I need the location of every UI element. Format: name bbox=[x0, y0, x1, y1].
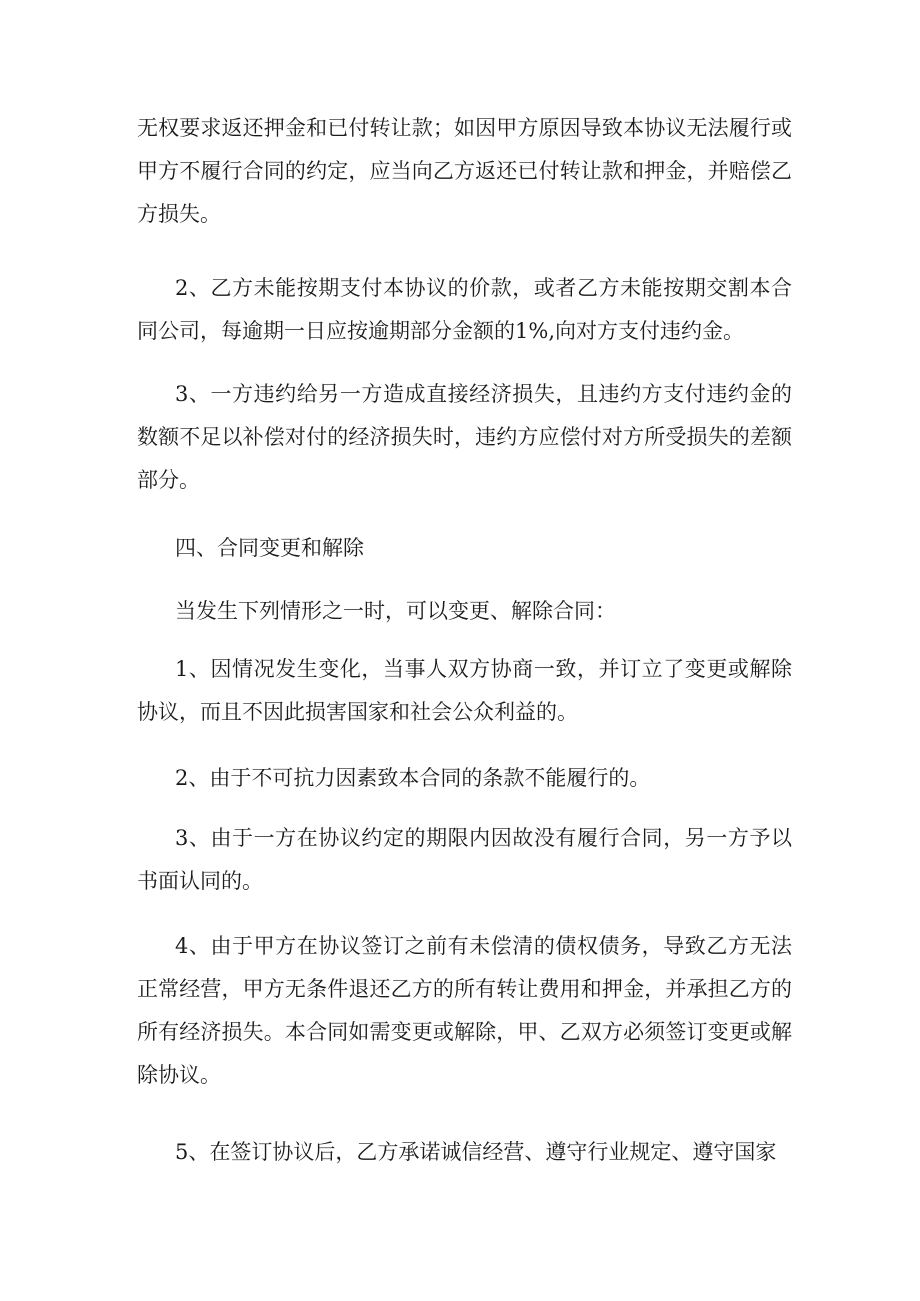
paragraph-condition-2: 2、由于不可抗力因素致本合同的条款不能履行的。 bbox=[175, 766, 651, 790]
paragraph-clause-3: 3、一方违约给另一方造成直接经济损失，且违约方支付违约金的数额不足以补偿对付的经济损失时，违约方应偿付对方所受损失的差额部分。 bbox=[137, 382, 792, 492]
paragraph-condition-3: 3、由于一方在协议约定的期限内因故没有履行合同，另一方予以书面认同的。 bbox=[137, 826, 792, 893]
paragraph-continuation: 无权要求返还押金和已付转让款；如因甲方原因导致本协议无法履行或甲方不履行合同的约定，应当向乙方返还已付转让款和押金，并赔偿乙方损失。 bbox=[137, 116, 792, 226]
paragraph-clause-2: 2、乙方未能按期支付本协议的价款，或者乙方未能按期交割本合同公司，每逾期一日应按逾期部分金额的1%,向对方支付违约金。 bbox=[137, 276, 792, 343]
paragraph-intro-conditions: 当发生下列情形之一时，可以变更、解除合同： bbox=[175, 599, 616, 623]
paragraph-condition-1: 1、因情况发生变化，当事人双方协商一致，并订立了变更或解除协议，而且不因此损害国家和社会公众利益的。 bbox=[137, 657, 792, 724]
section-heading-contract-change: 四、合同变更和解除 bbox=[175, 536, 364, 560]
paragraph-condition-4: 4、由于甲方在协议签订之前有未偿清的债权债务，导致乙方无法正常经营，甲方无条件退还乙方的所有转让费用和押金，并承担乙方的所有经济损失。本合同如需变更或解除，甲、乙双方必须签订变更或解除协议。 bbox=[137, 934, 792, 1087]
paragraph-condition-5: 5、在签订协议后，乙方承诺诚信经营、遵守行业规定、遵守国家 bbox=[175, 1140, 777, 1164]
